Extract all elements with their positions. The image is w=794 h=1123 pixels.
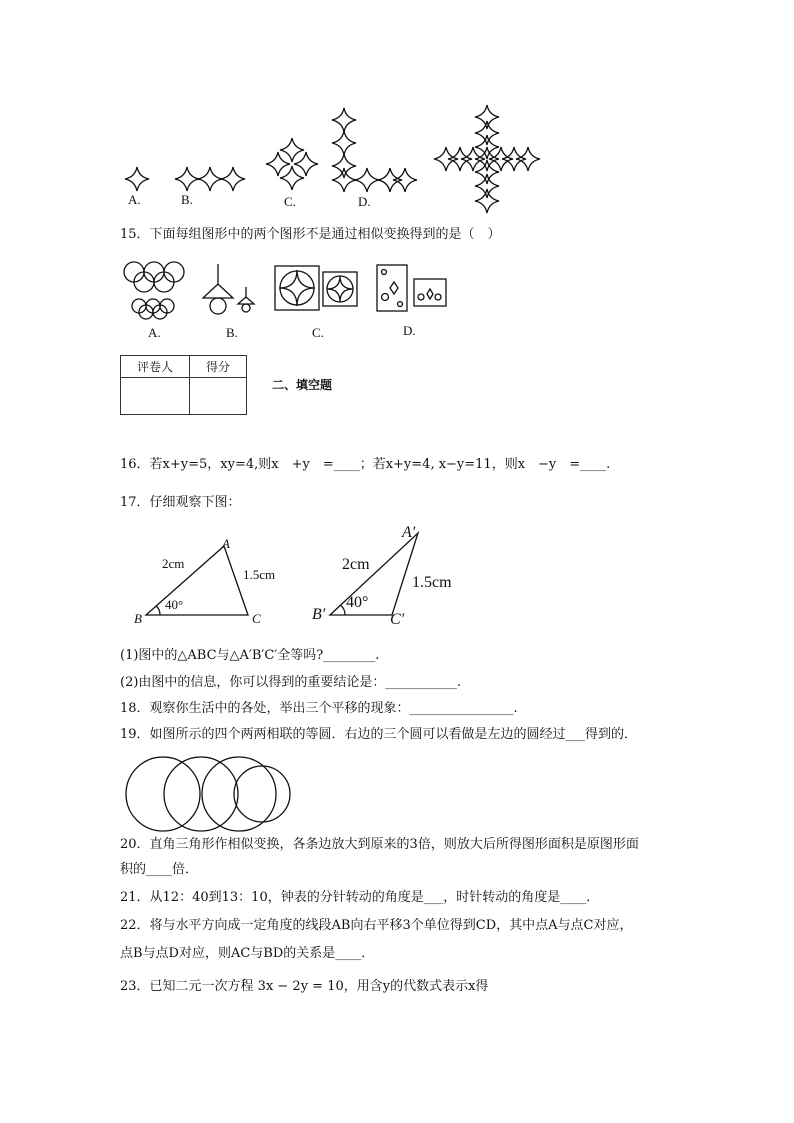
q15-question: 15．下面每组图形中的两个图形不是通过相似变换得到的是（ ） <box>120 227 501 242</box>
q15-d-dot <box>418 294 424 300</box>
circle-2 <box>164 757 238 831</box>
q14-e-star-9 <box>448 147 472 171</box>
q14-c-star-2 <box>280 166 304 190</box>
q14-c-star-4 <box>294 152 318 176</box>
q15-d-dot <box>435 294 441 300</box>
q15-d-dot <box>382 270 387 275</box>
q14-option-d[interactable]: D. <box>358 194 371 209</box>
q20-line2: 积的____倍． <box>120 862 199 877</box>
q14-option-b[interactable]: B. <box>181 192 193 207</box>
angle-b-arc <box>156 606 160 615</box>
score-cell-score[interactable] <box>190 378 247 415</box>
q15-b-circle <box>242 304 250 312</box>
q14-a-star <box>125 167 149 191</box>
tri-label-b: B <box>134 611 142 626</box>
q21-question: 21．从12：40到13：10，钟表的分针转动的角度是___，时针转动的角度是____． <box>120 890 600 905</box>
q14-e-star-8 <box>434 147 458 171</box>
q14-d-star-2 <box>332 131 356 155</box>
tri-label-a: A <box>222 536 230 551</box>
triangle-abc-prime <box>330 533 418 615</box>
q14-b-star-3 <box>221 167 245 191</box>
q15-option-d[interactable]: D. <box>403 323 416 338</box>
q14-e-star-12 <box>502 147 526 171</box>
q14-c-star-3 <box>266 152 290 176</box>
q14-option-c[interactable]: C. <box>284 194 296 209</box>
q15-d-dot <box>398 302 403 307</box>
circle-3 <box>202 757 276 831</box>
score-header-grader: 评卷人 <box>121 356 190 378</box>
q15-option-b[interactable]: B. <box>226 325 238 340</box>
tri-side-ab: 2cm <box>162 556 185 571</box>
q14-b-star-1 <box>175 167 199 191</box>
q16-question: 16．若x+y=5，xy=4,则x +y =____；若x+y=4, x−y=11，则x −y =____. <box>120 457 611 472</box>
q15-figures <box>0 255 794 355</box>
q14-figures <box>0 0 794 220</box>
tri2-label-c: C′ <box>390 611 405 628</box>
q15-option-c[interactable]: C. <box>312 325 324 340</box>
q19-circles <box>0 760 794 830</box>
tri-angle: 40° <box>165 597 184 612</box>
q15-d-dot <box>382 294 389 301</box>
q19-question: 19．如图所示的四个两两相联的等圆．右边的三个圆可以看做是左边的圆经过___得到的． <box>120 727 638 742</box>
tri2-side-ac: 1.5cm <box>412 574 452 591</box>
circle-4 <box>234 766 290 822</box>
q22-line2: 点B与点D对应，则AC与BD的关系是____． <box>120 946 375 961</box>
q14-d-star-7 <box>393 168 417 192</box>
q14-e-star-5 <box>475 160 499 184</box>
q15-d-card <box>414 279 446 306</box>
q14-d-star-5 <box>355 168 379 192</box>
section-title: 二、填空题 <box>272 378 333 392</box>
q14-e-star-1 <box>475 105 499 129</box>
circle-1 <box>126 757 200 831</box>
q17-question: 17．仔细观察下图： <box>120 495 241 510</box>
score-table <box>120 355 247 415</box>
q18-question: 18．观察你生活中的各处，举出三个平移的现象：________________. <box>120 701 518 716</box>
q14-e-star-7 <box>475 189 499 213</box>
tri2-side-ab: 2cm <box>342 556 370 573</box>
q14-e-star-11 <box>489 147 513 171</box>
q14-e-star-6 <box>475 174 499 198</box>
q14-e-star-13 <box>516 147 540 171</box>
q15-b-triangle <box>238 297 254 304</box>
tri-label-c: C <box>252 611 261 626</box>
q15-b-circle <box>210 298 226 314</box>
q14-e-star-2 <box>475 121 499 145</box>
q14-c-star-1 <box>280 138 304 162</box>
q14-d-star-1 <box>332 108 356 132</box>
q14-d-star-4 <box>332 168 356 192</box>
q20-line1: 20．直角三角形作相似变换，各条边放大到原来的3倍，则放大后所得图形面积是原图形面 <box>120 837 639 852</box>
q15-d-diamond <box>427 289 433 299</box>
q15-c-arcs <box>279 270 315 306</box>
tri2-label-b: B′ <box>312 606 326 623</box>
q15-b-triangle <box>203 284 233 298</box>
q14-d-star-3 <box>332 154 356 178</box>
q14-b-star-2 <box>198 167 222 191</box>
q14-e-star-10 <box>461 147 485 171</box>
q23-question: 23．已知二元一次方程 3x − 2y = 10，用含y的代数式表示x得 <box>120 979 489 994</box>
q22-line1: 22．将与水平方向成一定角度的线段AB向右平移3个单位得到CD，其中点A与点C对应， <box>120 918 633 933</box>
angle-b-prime-arc <box>340 605 345 615</box>
score-cell-grader[interactable] <box>121 378 190 415</box>
q17-sub1: (1)图中的△ABC与△A′B′C′全等吗?________. <box>120 648 380 663</box>
tri2-angle: 40° <box>346 594 369 611</box>
q15-d-diamond <box>390 282 398 294</box>
tri2-label-a: A′ <box>402 524 416 541</box>
q14-d-star-6 <box>378 168 402 192</box>
tri-side-ac: 1.5cm <box>243 567 276 582</box>
score-header-score: 得分 <box>190 356 247 378</box>
q17-sub2: (2)由图中的信息，你可以得到的重要结论是：___________. <box>120 675 462 690</box>
q14-option-a[interactable]: A. <box>128 192 141 207</box>
q15-option-a[interactable]: A. <box>148 325 161 340</box>
